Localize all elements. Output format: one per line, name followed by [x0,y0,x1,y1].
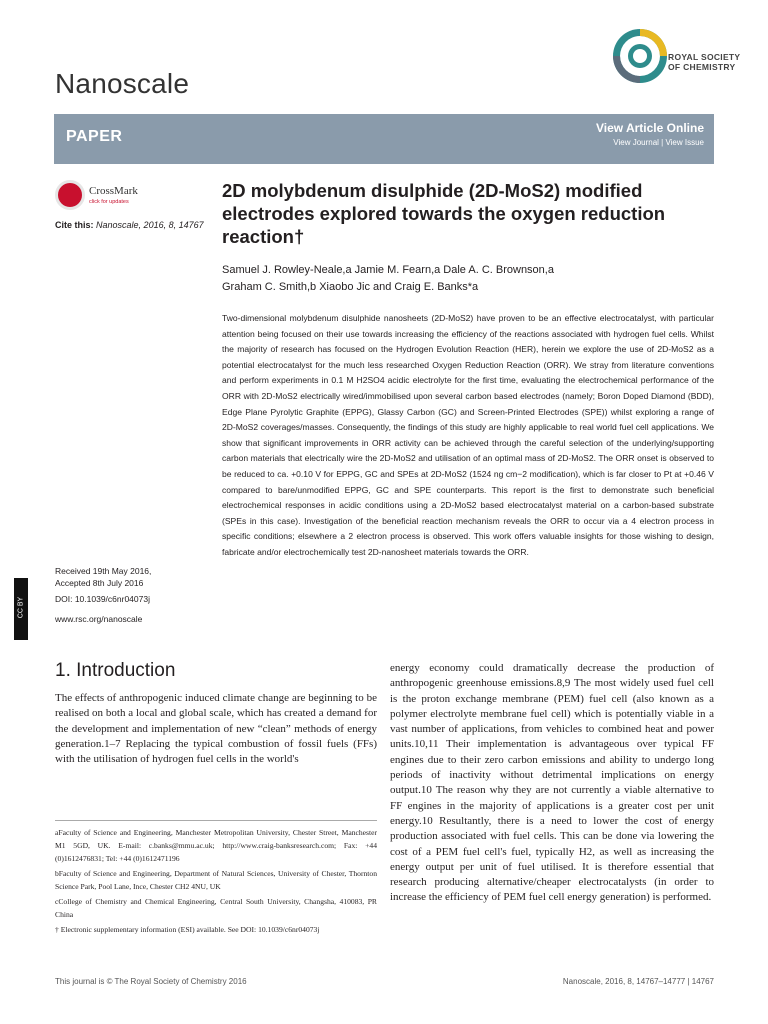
article-type: PAPER [66,128,123,145]
intro-column-1: The effects of anthropogenic induced climate change are beginning to be realised on both a local and global scale, which has created a demand for the development and implementation of new “clean” methods of energy generation.1–7 Replacing the typical combustion of fossil fuels (FFs) with the utilisation of hydrogen fuel cells in the world's [55,692,377,766]
abstract: Two-dimensional molybdenum disulphide nanosheets (2D-MoS2) have proven to be an effective electrocatalyst, with particular attention being focused on their use towards increasing the efficiency of the reactions associated with hydrogen fuel cells. Whilst the majority of research has focused on the Hydrogen Evolution Reaction (HER), herein we explore the use of 2D-MoS2 as a potential electrocatalyst for the much less researched Oxygen Reduction Reaction (ORR). We stray from literature conventions and perform experiments in 0.1 M H2SO4 acidic electrolyte for the first time, evaluating the electrochemical performance of the ORR with 2D-MoS2 electrically wired/immobilised upon several carbon based electrodes (namely; Boron Doped Diamond (BDD), Edge Plane Pyrolytic Graphite (EPPG), Glassy Carbon (GC) and Screen-Printed Electrodes (SPE)) whilst exploring a range of 2D-MoS2 coverages/masses. Consequently, the findings of this study are highly applicable to real world fuel cell applications. We show that significant improvements in ORR activity can be achieved through the careful selection of the underlying/supporting carbon materials that electrically wire the 2D-MoS2 and utilisation of an optimal mass of 2D-MoS2. The ORR onset is observed to be reduced to ca. +0.10 V for EPPG, GC and SPEs at 2D-MoS2 (1524 ng cm−2 modification), which is far closer to Pt at +0.46 V compared to bare/unmodified EPPG, GC and SPE counterparts. This report is the first to demonstrate such beneficial electrochemical responses in acidic conditions using a 2D-MoS2 based electrocatalyst material on a carbon-based substrate (SPEs in this case). Investigation of the beneficial reaction mechanism reveals the ORR to occur via a 4 electron process in specific conditions; elsewhere a 2 electron process is observed. This work offers valuable insights for those wishing to design, fabricate and/or electrochemically test 2D-nanosheet materials towards the ORR. [222,313,714,557]
rsc-wordmark: ROYAL SOCIETY OF CHEMISTRY [668,52,741,72]
authors-line-2: Graham C. Smith,b Xiaobo Jic and Craig E. Banks*a [222,281,479,293]
footnote-c: cCollege of Chemistry and Chemical Engineering, Central South University, Changsha, 410083, PR China [55,897,377,919]
cite-this: Cite this: Nanoscale, 2016, 8, 14767 [55,220,204,230]
footnote-b: bFaculty of Science and Engineering, Department of Natural Sciences, University of Chester, Thornton Science Park, Pool Lane, Ince, Chester CH2 4NU, UK [55,869,377,891]
article-title: 2D molybdenum disulphide (2D-MoS2) modified electrodes explored towards the oxygen reduction reaction† [222,180,666,247]
received-dates: Received 19th May 2016, Accepted 8th July 2016 [55,566,152,588]
journal-name: Nanoscale [55,68,190,99]
author-list [222,262,712,296]
crossmark-label: CrossMark [89,185,138,197]
footnote-a: aFaculty of Science and Engineering, Manchester Metropolitan University, Chester Street, Manchester M1 5GD, UK. E-mail: c.banks@mmu.ac.uk; http://www.craig-banksresearch.com; Fax: +44 (0)1612476831; Tel: +44 (0)1612471196 [55,828,377,863]
intro-column-2: energy economy could dramatically decrease the production of anthropogenic greenhouse emissions.8,9 The most widely used fuel cell is the proton exchange membrane (PEM) fuel cell (also known as a polymer electrolyte membrane fuel cell) which is potentially viable in a vast number of applications, from vehicles to combined heat and power units.10,11 Their implementation is advantageous over typical FF engines due to their zero carbon emissions and ability to undergo long periods of inactivity without detrimental implications on energy output.10 The reason why they are not currently a viable alternative to FF engines in the majority of applications is a greater cost per unit energy.10 Resultantly, there is a need to lower the cost of energy production associated with fuel cells. This can be done via lowering the cost of a PEM fuel cell's fuel, typically H2, as well as increasing the energy output per unit of fuel utilised. It is therefore essential that research producing alternative/cheaper electrocatalysts (in order to increase the efficiency of PEM fuel cell energy generation) is performed. [390,662,714,904]
article-banner [54,114,714,164]
journal-url[interactable]: www.rsc.org/nanoscale [55,614,143,624]
affiliations-footnotes [55,826,377,938]
cc-by-license-icon[interactable]: CC BY [14,578,28,640]
crossmark-icon [55,180,85,210]
crossmark-badge[interactable] [55,180,165,210]
crossmark-sub: click for updates [89,199,129,205]
view-article-online-link[interactable]: View Article Online [595,121,704,135]
journal-issue-links[interactable]: View Journal | View Issue [613,138,704,147]
authors-line-1: Samuel J. Rowley-Neale,a Jamie M. Fearn,a Dale A. C. Brownson,a [222,264,554,276]
footnote-esi: † Electronic supplementary information (ESI) available. See DOI: 10.1039/c6nr04073j [55,925,320,934]
footer-copyright: This journal is © The Royal Society of Chemistry 2016 [55,977,247,986]
doi[interactable]: DOI: 10.1039/c6nr04073j [55,594,150,604]
section-heading-introduction: 1. Introduction [55,660,176,681]
footnote-divider [55,820,377,821]
footer-citation: Nanoscale, 2016, 8, 14767–14777 | 14767 [562,977,714,986]
